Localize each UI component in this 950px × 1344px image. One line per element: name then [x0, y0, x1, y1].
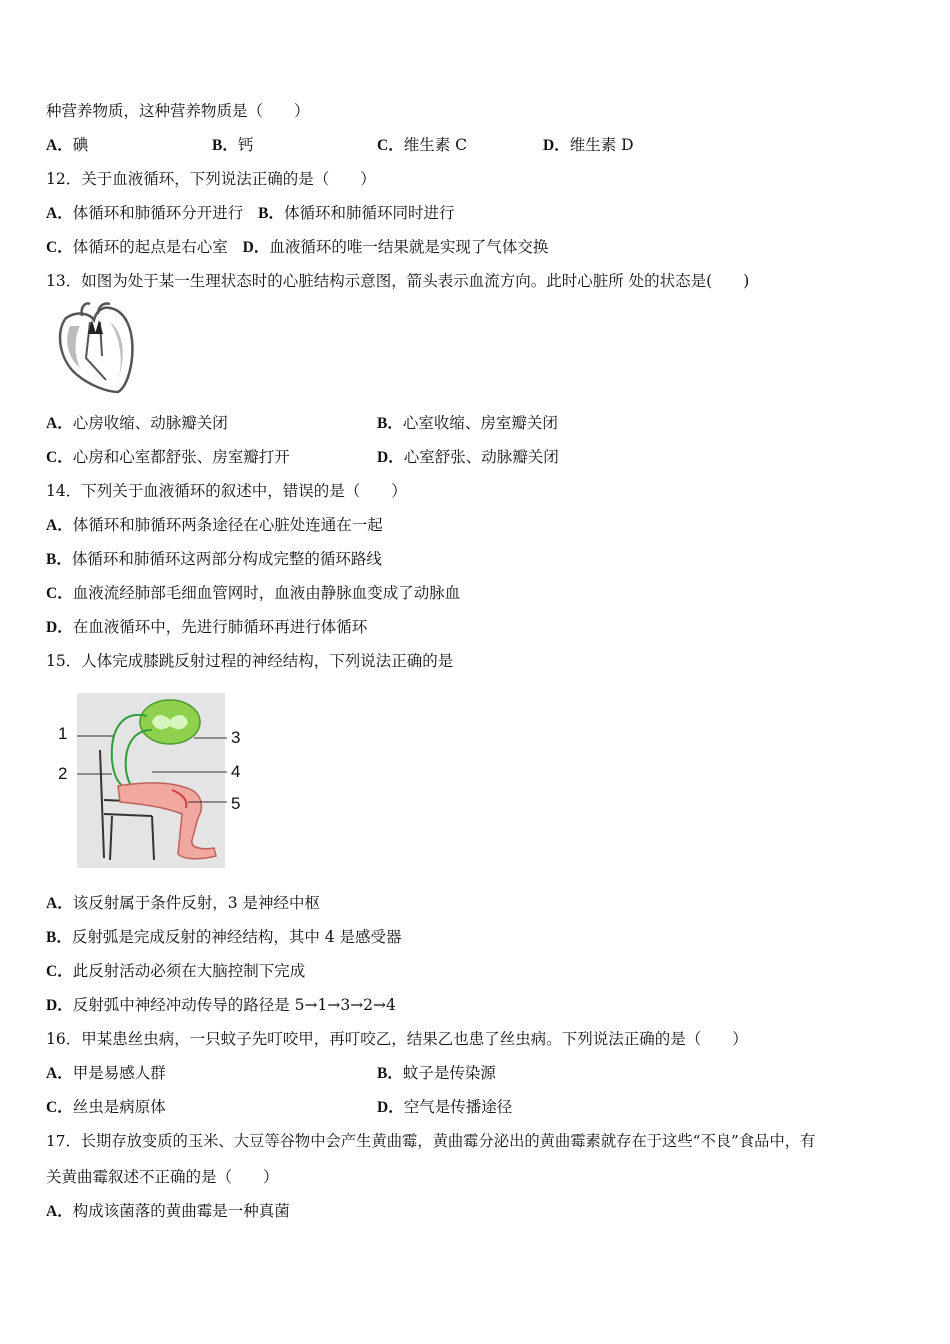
q12-stem: 12．关于血液循环，下列说法正确的是（ ）	[46, 170, 376, 188]
q11-option-d[interactable]: D．维生素 D	[543, 136, 634, 154]
q13-option-d[interactable]: D．心室舒张、动脉瓣关闭	[377, 448, 559, 466]
q14-option-c[interactable]: C．血液流经肺部毛细血管网时，血液由静脉血变成了动脉血	[46, 584, 461, 602]
q11-option-a[interactable]: A．碘	[46, 136, 89, 154]
q12-option-c[interactable]: C．体循环的起点是右心室	[46, 238, 228, 256]
q13-stem: 13．如图为处于某一生理状态时的心脏结构示意图，箭头表示血流方向。此时心脏所 处的状态是( )	[46, 272, 750, 290]
q16-option-d[interactable]: D．空气是传播途径	[377, 1098, 513, 1116]
q12-option-a[interactable]: A．体循环和肺循环分开进行	[46, 204, 244, 222]
heart-diagram-figure	[52, 300, 136, 394]
q12-options-ab	[46, 202, 455, 224]
q14-option-d[interactable]: D．在血液循环中，先进行肺循环再进行体循环	[46, 618, 368, 636]
q16-options-cd	[0, 1096, 950, 1118]
figure-label-4: 4	[231, 762, 241, 781]
q13-options-ab	[0, 412, 950, 434]
figure-label-5: 5	[231, 794, 241, 813]
q15-option-b[interactable]: B．反射弧是完成反射的神经结构，其中 4 是感受器	[46, 928, 402, 946]
q16-stem: 16．甲某患丝虫病，一只蚊子先叮咬甲，再叮咬乙，结果乙也患了丝虫病。下列说法正确的是（ ）	[46, 1030, 748, 1048]
q11-options	[0, 134, 950, 156]
q14-stem: 14．下列关于血液循环的叙述中，错误的是（ ）	[46, 482, 407, 500]
q16-option-a[interactable]: A．甲是易感人群	[46, 1064, 166, 1082]
knee-jerk-reflex-figure	[52, 690, 252, 870]
q15-option-c[interactable]: C．此反射活动必须在大脑控制下完成	[46, 962, 306, 980]
q13-option-a[interactable]: A．心房收缩、动脉瓣关闭	[46, 414, 228, 432]
q13-option-b[interactable]: B．心室收缩、房室瓣关闭	[377, 414, 558, 432]
q12-option-d[interactable]: D．血液循环的唯一结果就是实现了气体交换	[242, 238, 549, 256]
q14-option-a[interactable]: A．体循环和肺循环两条途径在心脏处连通在一起	[46, 516, 383, 534]
q12-option-b[interactable]: B．体循环和肺循环同时进行	[258, 204, 455, 222]
question-text-continued: 种营养物质，这种营养物质是（ ）	[46, 102, 310, 120]
q13-option-c[interactable]: C．心房和心室都舒张、房室瓣打开	[46, 448, 290, 466]
q11-option-c[interactable]: C．维生素 C	[377, 136, 467, 154]
q13-options-cd	[0, 446, 950, 468]
figure-label-2: 2	[58, 764, 68, 783]
figure-label-1: 1	[58, 724, 68, 743]
q15-option-d[interactable]: D．反射弧中神经冲动传导的路径是 5→1→3→2→4	[46, 996, 396, 1014]
q12-options-cd	[46, 236, 548, 258]
q14-option-b[interactable]: B．体循环和肺循环这两部分构成完整的循环路线	[46, 550, 382, 568]
figure-label-3: 3	[231, 728, 241, 747]
q15-option-a[interactable]: A．该反射属于条件反射，3 是神经中枢	[46, 894, 320, 912]
q15-stem: 15．人体完成膝跳反射过程的神经结构，下列说法正确的是	[46, 652, 454, 670]
q11-option-b[interactable]: B．钙	[212, 136, 254, 154]
q16-option-b[interactable]: B．蚊子是传染源	[377, 1064, 496, 1082]
q16-options-ab	[0, 1062, 950, 1084]
q16-option-c[interactable]: C．丝虫是病原体	[46, 1098, 166, 1116]
q17-stem-line1: 17．长期存放变质的玉米、大豆等谷物中会产生黄曲霉，黄曲霉分泌出的黄曲霉素就存在于这些“不良”食品中，有	[46, 1132, 816, 1150]
q17-stem-line2: 关黄曲霉叙述不正确的是（ ）	[46, 1168, 279, 1186]
q17-option-a[interactable]: A．构成该菌落的黄曲霉是一种真菌	[46, 1202, 290, 1220]
